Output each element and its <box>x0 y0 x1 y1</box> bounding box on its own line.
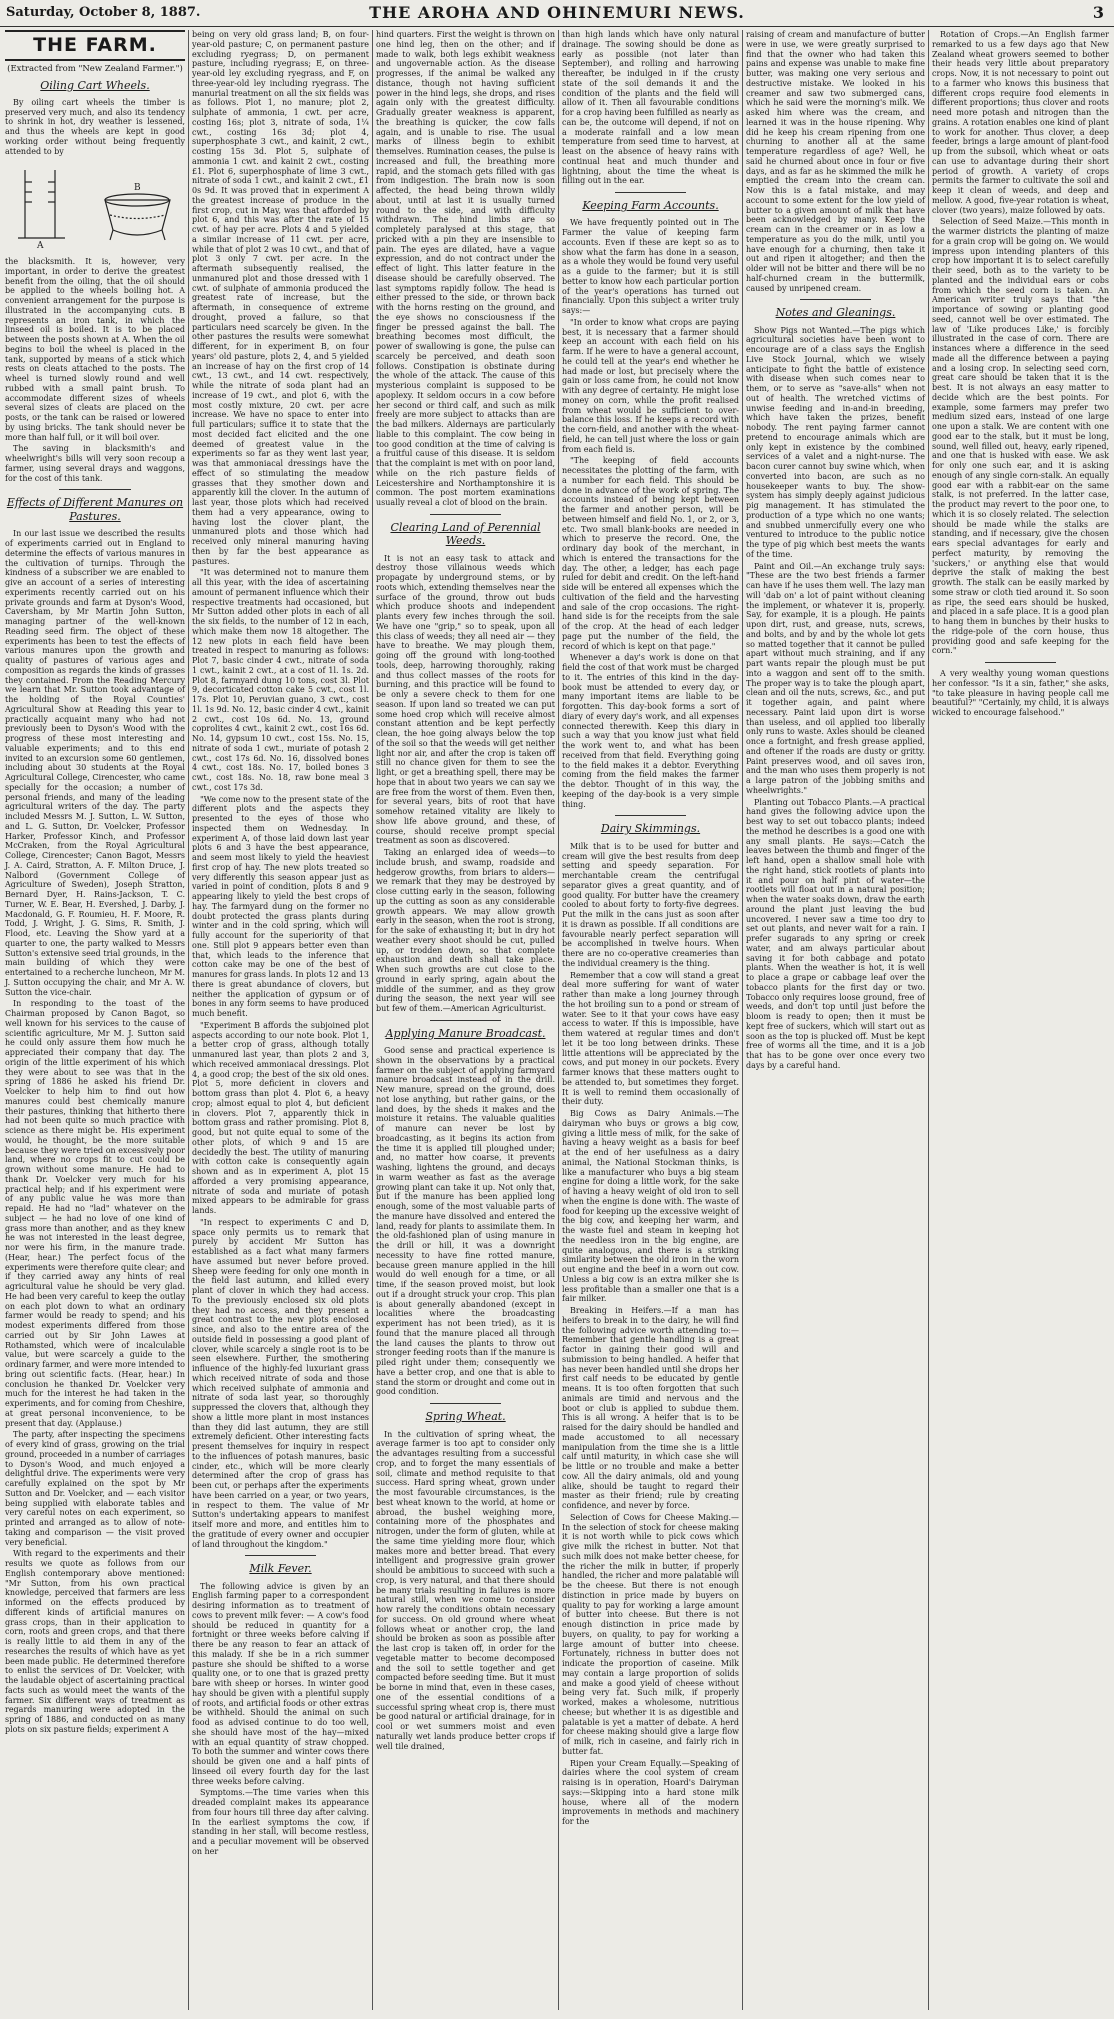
article-heading-milk-fever: Milk Fever. <box>249 1562 312 1576</box>
article-paragraph: Show Pigs not Wanted.—The pigs which agricultural societies have been wont to encourage are of a class says the English Live Stock Journal, which we wisely anticipate to fight the battle of existence with disease when such comes near to them, or to serve as "save-alls" when not out of health. The wretched victims of unwise feeding and in-and-in breeding, which have taken the prizes, benefit nobody. The rent paying farmer cannot pretend to encourage animals which are only kept in existence by the combined services of a valet and a night-nurse. The bacon curer cannot buy swine which, when converted into bacon, are such as no housekeeper wants to buy. The show-system has simply deeply against judicious pig management. It has stimulated the production of a type which no one wants; and snubbed unmercifully every one who ventured to introduce to the public notice the type of pig which best meets the wants of the time. <box>746 325 925 559</box>
divider <box>615 192 686 193</box>
article-paragraph: raising of cream and manufacture of butter were in use, we were greatly surprised to find that the owner who had taken this pains and expense was unable to make fine butter, was making one very serious and destructive mistake. We looked in his creamer and saw two submerged cans, which he said were the morning's milk. We asked him where was the cream, and learned it was in the house ripening. Why did he keep his cream ripening from one churning to another all at the same temperature regardless of age? Well, he said he churned about once in four or five days, and as far as he skimmed the milk he emptied the cream into the cream can. Now this is a fatal mistake, and may account to some extent for the low yield of butter to a given amount of milk that have been acknowledged by many. Keep the cream can in the creamer or in as low a temperature as you do the milk, until you have enough for a churning, then take it out and ripen it altogether; and then the older will not be bitter and there will be no half-churned cream in the buttermilk, caused by unripened cream. <box>746 30 925 293</box>
article-paragraph: Good sense and practical experience is shown in the observations by a practical farmer on the subject of applying farmyard manure broadcast instead of in the drill. New manure, spread on the ground, does not lose anything, but rather gains, or the land does, by the sheds it makes and the moisture it retains. The valuable qualities of manure can never be lost by broadcasting, as it begins its action from the time it is applied till ploughed under; and, no matter how coarse, it prevents washing, lightens the ground, and decays in warm weather as fast as the average growing plant can take it up. Not only that, but if the manure has been applied long enough, some of the most valuable parts of the manure have dissolved and entered the land, ready for plants to assimilate them. In the old-fashioned plan of using manure in the drill or hill, it was a downright necessity to have fine rotted manure, because green manure applied in the hill would do well enough for a time, or all time, if the season proved moist, but look out if a drought struck your crop. This plan is about generally abandoned (except in localities where the broadcasting experiment has not been tried), as it is found that the manure placed all through the land causes the plants to throw out stronger feeding roots than if the manure is piled right under them; consequently we have a better crop, and one that is able to stand the storm or drought and come out in good condition. <box>376 1046 555 1397</box>
article-heading-notes: Notes and Gleanings. <box>775 306 896 320</box>
article-paragraph: In responding to the toast of the Chairman proposed by Canon Bagot, so well known for his services to the cause of scientific agriculture, Mr M. J. Sutton said he could only assure them how much he appreciated their company that day. The origin of the little experiment of his which they were about to see was that in the spring of 1886 he asked his friend Dr. Voelcker to help him to find out how manures could best chemically manure their pastures, thinking that hitherto there had not been quite so much practice with science as there might be. His experiment would, he thought, be the more suitable because they were tried on excessively poor land, where no crops fit to cut could be grown without some manure. He had to thank Dr. Voelcker very much for his practical help; and if his experiment were of any public value he was more than repaid. He had no "lad" whatever on the subject — he had no love of one kind of grass more than another, and as they knew he was not interested in the least degree, nor were his firm, in the manure trade. (Hear, hear.) The perfect focus of the experiments were therefore quite clear; and if they carried away any hints of real agricultural value he should be very glad. He had been very careful to keep the outlay on each plot down to what an ordinary farmer would be ready to spend; and his modest experiments differed from those carried out by Sir John Lawes at Rothamsted, which were of incalculable value, but were scarcely a guide to the ordinary farmer, and were more intended to bring out scientific facts. (Hear, hear.) In conclusion he thanked Dr. Voelcker very much for the interest he had taken in the experiments, and for coming from Cheshire, at great personal inconvenience, to be present that day. (Applause.) <box>5 999 186 1428</box>
column-3 <box>372 30 558 2010</box>
article-paragraph: It is not an easy task to attack and destroy those villainous weeds which propagate by underground stems, or by roots which, extending themselves near the surface of the ground, throw out buds which produce shoots and independent plants every few inches through the soil. We have one "grip," so to speak, upon all this class of weeds; they all need air — they have to breathe. We may plough them, going off the ground with long-toothed tools, deep, harrowing thoroughly, raking and thus collect masses of the roots for burning, and this practice will be found to be only a severe check to them for one season. If upon land so treated we can put some hoed crop which will receive almost constant attention and be kept perfectly clean, the hoe going always below the top of the soil so that the weeds will get neither light nor air, and after the crop is taken off still no chance given for them to see the light, or get a breathing spell, there may be hope that in about two years we can say we are free from the worst of them. Even then, for several years, bits of root that have somehow retained vitality are likely to show life above ground, and these, of course, should receive prompt special treatment as soon as discovered. <box>376 553 555 846</box>
column-2 <box>188 30 372 2010</box>
newspaper-title: THE AROHA AND OHINEMURI NEWS. <box>369 3 745 22</box>
divider <box>430 514 502 515</box>
article-paragraph: The party, after inspecting the specimens of every kind of grass, growing on the trial ground, proceeded in a number of carriages to Dyson's Wood, and much enjoyed a delightful drive. The experiments were very carefully explained on the spot by Mr Sutton and Dr. Voelcker, and — each visitor being supplied with elaborate tables and very careful notes on each experiment, so printed and arranged as to allow of note-taking and comparison — the visit proved very beneficial. <box>5 1430 185 1547</box>
article-heading-clearing: Clearing Land of Perennial Weeds. <box>390 520 541 548</box>
divider <box>985 662 1056 663</box>
tank-diagram <box>10 160 180 250</box>
article-paragraph: "It was determined not to manure them all this year, with the idea of ascertaining amount of permanent influence which their respective treatments had occasioned, but Mr Sutton added other plots in each of all the six fields, to the number of 12 in each, which make them now 18 altogether. The 12 new plots in each field have been treated in respect to manuring as follows: Plot 7, basic cinder 4 cwt., nitrate of soda 1 cwt., kainit 2 cwt., at a cost of 1l. 1s. 2d. Plot 8, farmyard dung 10 tons, cost 3l. Plot 9, decorticated cotton cake 5 cwt., cost 1l. 17s. Plot 10, Peruvian guano, 3 cwt., cost 1l. 1s 9d. No. 12, basic cinder 4 cwt., kainit 2 cwt., cost 10s 6d. No. 13, ground coprolites 4 cwt., kainit 2 cwt., cost 16s 6d. No. 14, gypsum 10 cwt., cost 15s. No. 15, nitrate of soda 1 cwt., muriate of potash 2 cwt., cost 17s 6d. No. 16, dissolved bones 4 cwt., cost 18s. No. 17, boiled bones 3 cwt., cost 18s. No. 18, raw bone meal 3 cwt., cost 17s 3d. <box>192 568 369 792</box>
article-heading-dairy: Dairy Skimmings. <box>600 822 701 836</box>
label-a: A <box>37 241 44 251</box>
article-paragraph: With regard to the experiments and their results we quote as follows from our English contemporary above mentioned: "Mr Sutton, from his own practical knowledge, perceived that farmers are less informed on the effects produced by different kinds of artificial manures on grass crops, than in their application to corn, roots and green crops, and that there is really little to aid them in any of the researches the results of which have as yet been made public. He determined therefore to enlist the services of Dr. Voelcker, with the laudable object of ascertaining practical facts such as would meet the wants of the farmer. Six different ways of treatment as regards manuring were adopted in the spring of 1886, and conducted on as many plots on six pasture fields; experiment A <box>5 1549 185 1734</box>
article-paragraph: By oiling cart wheels the timber is preserved very much, and also its tendency to shrink in hot, dry weather is lessened, and thus the wheels are kept in good working order without being frequently attended to by <box>5 97 185 156</box>
masthead <box>0 0 1114 27</box>
article-heading-applying: Applying Manure Broadcast. <box>385 1026 546 1040</box>
article-paragraph: being on very old grass land; B, on four-year-old pasture; C, on permanent pasture excluding ryegrass; D, on permanent pasture, including ryegrass; E, on three-year-old ley excluding ryegrass, and F, on three-year-old ley including ryegrass. The manurial treatment on all the six fields was as follows. Plot 1, no manure; plot 2, sulphate of ammonia, 1 cwt. per acre, costing 16s; plot 3, nitrate of soda, 1¼ cwt., costing 16s 3d; plot 4, superphosphate 3 cwt., and kainit, 2 cwt., costing 15s 3d. Plot 5, sulphate of ammonia 1 cwt. and kainit 2 cwt., costing £1. Plot 6, superphosphate of lime 3 cwt., nitrate of soda 1 cwt., and kainit 2 cwt., £1 0s 9d. It was proved that in experiment A the greatest increase of produce in the first crop, cut in May, was that afforded by plot 6, and this was after the rate of 15 cwt. of hay per acre. Plots 4 and 5 yielded a similar increase of 11 cwt. per acre, while that of plot 2 was 10 cwt., and that of plot 3 only 7 cwt. per acre. In the aftermath subsequently realised, the unmanured plot and those dressed with 1 cwt. of sulphate of ammonia produced the greatest rate of increase, but the aftermath, in consequence of extreme drought, proved a failure, so that particulars need scarcely be given. In the other pastures the results were somewhat different, for in experiment B, on four years' old pasture, plots 2, 4, and 5 yielded an increase of hay on the first crop of 14 cwt., 13 cwt., and 14 cwt. respectively, while the nitrate of soda plant had an increase of 19 cwt., and plot 6, with the most costly mixture, 20 cwt. per acre increase. We have no space to enter into full particulars; suffice it to state that the most decided fact elicited and the one deemed of greatest value in the experiments so far as they went last year, was that ammoniacal dressings have the effect of so stimulating the meadow grasses that they smother down and apparently kill the clover. In the autumn of last year, those plots which had received them had a very appearance, owing to having lost the clover plant, the unmanured plots and those which had received only mineral manuring having then by far the best appearance as pastures. <box>192 30 369 566</box>
column-1 <box>2 30 188 2010</box>
article-heading-oiling: Oiling Cart Wheels. <box>40 78 150 92</box>
article-paragraph: In our last issue we described the results of experiments carried out in England to determine the effects of various manures in the cultivation of turnips. Through the kindness of a subscriber we are enabled to give an account of a series of interesting experiments recently carried out on his private grounds and farm at Dyson's Wood, Caversham, by Mr Martin John Sutton, managing partner of the well-known Reading seed firm. The object of these experiments has been to test the effects of various manures upon the growth and quality of pastures of various ages and composition as regards the kinds of grasses they contained. From the Reading Mercury we learn that Mr. Sutton took advantage of the holding of the Royal Counties' Agricultural Show at Reading this year to practically acquaint many who had not previously been to Dyson's Wood with the progress of these most interesting and valuable experiments; and to this end invited to an excursion some 60 gentlemen, including about 30 students at the Royal Agricultural College, Cirencester, who came specially for the occasion; a number of personal friends, and many of the leading agricultural writers of the day. The party included Messrs M. J. Sutton, L. W. Sutton, and L. G. Sutton, Dr. Voelcker, Professor Harker, Professor Kinch, and Professor McCraken, from the Royal Agricultural College, Cirencester; Canon Bagot, Messrs J. A. Caird, Stratton, A. F. Milton Druce, J. Nalbord (Government College of Agriculture of Sweden), Joseph Stratton, Bernard Dyer, H. Rains-Jackson, T. C. Turner, W. E. Bear, H. Evershed, J. Darby, J. Macdonald, G. F. Roumieu, H. F. Moore, R. Todd, J. Wright, J. G. Sims, R. Smith, J. Flood, etc. Leaving the Show yard at a quarter to one, the party walked to Messrs Sutton's extensive seed trial grounds, in the main building of which they were entertained to a recherche luncheon, Mr M. J. Sutton occupying the chair, and Mr A. W. Sutton the vice-chair. <box>5 529 185 997</box>
article-paragraph: Ripen your Cream Equally.—Speaking of dairies where the cool system of cream raising is in operation, Hoard's Dairyman says:—Skipping into a hard stone milk house, where all of the modern improvements in methods and machinery for the <box>562 1758 739 1827</box>
article-paragraph: Selection of Cows for Cheese Making.—In the selection of stock for cheese making it is not worth while to pick cows which give milk the richest in butter. Not that such milk does not make better cheese, for the richer the milk in butter, if properly handled, the richer and more palatable will be the cheese. But there is not enough distinction in price made by buyers on quality to pay for working a large amount of butter into cheese. But there is not enough distinction in price made by buyers, on quality, to pay for working a large amount of butter into cheese. Fortunately, richness in butter does not indicate the proportion of caseine. Milk may contain a large proportion of solids and make a good yield of cheese without being very fat. Such milk, if properly worked, makes a wholesome, nutritious cheese; but whether it is as digestible and palatable is yet a matter of debate. A herd for cheese making should give a large flow of milk, rich in caseine, and fairly rich in butter fat. <box>562 1512 739 1756</box>
article-paragraph: "In order to know what crops are paying best, it is necessary that a farmer should keep an account with each field on his farm. If he were to have a general account, he could tell at the year's end whether he had made or lost, but precisely where the gain or loss came from, he could not know with any degree of certainty. He might lose money on corn, while the profit realised from wheat would be sufficient to over-balance this loss. If he keeps a record with the corn-field, and another with the wheat-field, he can tell just where the loss or gain from each field is. <box>562 317 739 454</box>
article-heading-keeping: Keeping Farm Accounts. <box>582 199 719 212</box>
article-paragraph: Remember that a cow will stand a great deal more suffering for want of water rather than make a long journey through the hot broiling sun to a pond or stream of water. See to it that your cows have easy access to water. If this is impossible, have them watered at regular times and don't let it be too long between drinks. These little attentions will be appreciated by the cows, and put money in our pockets. Every farmer knows that these matters ought to be attended to, but sometimes they forget. It is well to remind them occasionally of their duty. <box>562 970 739 1107</box>
article-paragraph: Taking an enlarged idea of weeds—to include brush, and swamp, roadside and hedgerow growths, from briars to alders—we remark that they may be destroyed by close cutting early in the season, following up the cutting as soon as any considerable growth appears. We may allow growth early in the season, when the root is strong, for the sake of exhausting it; but in dry hot weather every shoot should be cut, pulled up, or trodden down, so that complete exhaustion and death shall take place. When such growths are cut close to the ground in early spring, again about the middle of the summer, and as they grow during the season, the next year will see but few of them.—American Agriculturist. <box>376 848 555 1014</box>
divider <box>430 1403 502 1404</box>
article-paragraph: The following advice is given by an English farming paper to a correspondent desiring information as to treatment of cows to prevent milk fever: — A cow's food should be reduced in quantity for a fortnight or three weeks before calving if there be any reason to fear an attack of this malady. If she be in a rich summer pasture she should be shifted to a worse quality one, or to one that is grazed pretty bare with sheep or horses. In winter good hay should be given with a plentiful supply of roots, and artificial foods or other extras be withheld. Should the animal on such food as advised continue to do too well, she should have most of the hay—mixed with an equal quantity of straw chopped. To both the summer and winter cows there should be given one and a half pints of linseed oil every fourth day for the last three weeks before calving. <box>192 1581 369 1786</box>
article-paragraph: We have frequently pointed out in The Farmer the value of keeping farm accounts. Even if these are kept so as to show what the farm has done in a season, as a whole they would be found very useful as a guide to the farmer; but it is still better to know how each particular portion of the year's operations has turned out financially. Upon this subject a writer truly says:— <box>562 218 739 316</box>
divider <box>59 489 131 490</box>
oiling-tank-illustration <box>5 160 185 253</box>
article-paragraph: Breaking in Heifers.—If a man has heifers to break in to the dairy, he will find the following advice worth attending to:—Remember that gentle handling is a great factor in gaining their good will and submission to being handled. A heifer that has never been handled until she drops her first calf needs to be educated by gentle means. It is too often forgotten that such animals are timid and nervous and the boot or club is applied to subdue them. This is all wrong. A heifer that is to be raised for the dairy should be handled and made accustomed to all necessary manipulation from the time she is a little calf until maturity, in which case she will be little or no trouble and make a better cow. All the dairy animals, old and young alike, should be taught to regard their master as their friend; rule by creating confidence, and never by force. <box>562 1306 739 1511</box>
divider <box>430 1020 502 1021</box>
article-paragraph: Big Cows as Dairy Animals.—The dairyman who buys or grows a big cow, giving a little mess of milk, for the sake of having a heavy weight as a basis for beef at the end of her usefulness as a dairy animal, the National Stockman thinks, is like a manufacturer who buys a big steam engine for doing a little work, for the sake of having a heavy weight of old iron to sell when the engine is done with. The waste of food for keeping up the excessive weight of the big cow, and keeping her warm, and the waste fuel and steam in keeping hot the needless iron in the big engine, are quite analogous, and there is a striking similarity between the old iron in the worn out engine and the beef in a worn out cow. Unless a big cow is an extra milker she is less profitable than a smaller one that is a fair milker. <box>562 1109 739 1304</box>
column-5 <box>742 30 928 2010</box>
page-number: 3 <box>1092 3 1104 22</box>
article-paragraph: Symptoms.—The time varies when this dreaded complaint makes its appearance from four hours till three day after calving. In the earliest symptoms the cow, if standing in her stall, will become restless, and a peculiar movement will be observed on her <box>192 1788 369 1856</box>
section-source: (Extracted from "New Zealand Farmer.") <box>7 64 183 75</box>
article-paragraph: than high lands which have only natural drainage. The sowing should be done as early as possible (not later than September), and rolling and harrowing thereafter, be indulged in if the crusty state of the soil demands it and the condition of the plants and the field will allow of it. Then all favourable conditions for a crop having been fulfilled as nearly as can be, the outcome will depend, if not on a moderate rainfall and a low mean temperature from seed time to harvest, at least on the absence of heavy rains with continual heat and much thunder and lightning, about the time the wheat is filling out in the ear. <box>562 30 739 186</box>
article-paragraph: Whenever a day's work is done on that field the cost of that work must be charged to it. The entries of this kind in the day-book must be attended to every day, or many important items are liable to be forgotten. This day-book forms a sort of diary of every day's work, and all expenses connected therewith. Keep this diary in such a way that you know just what field the work went to, and what has been received from that field. Everything going to the field makes it a debtor. Everything coming from the field makes the farmer the debtor. Thought of in this way, the keeping of the day-book is a very simple thing. <box>562 653 739 809</box>
article-paragraph: Paint and Oil.—An exchange truly says: "These are the two best friends a farmer can have if he uses them well. The lazy man will 'dab on' a lot of paint without cleaning the implement, or whatever it is, properly. Say, for example, it is a plough. He paints upon dirt, rust, and grease, nuts, screws, and bolts, and by and by the whole lot gets so matted together that it cannot be pulled apart without much straining, and if any part wants repair the plough must be put into a waggon and sent off to the smith. The proper way is to take the plough apart, clean and oil the nuts, screws, &c., and put it together again, and paint where necessary. Paint laid upon dirt is worse than useless, and oil applied too liberally only runs to waste. Axles should be cleaned once a fortnight, and fresh grease applied, and oftener if the roads are dusty or gritty. Paint preserves wood, and oil saves iron, and the man who uses them properly is not a large patron of the jobbing smiths and wheelwrights." <box>746 561 925 795</box>
divider <box>245 1555 316 1556</box>
section-title: THE FARM. <box>5 30 185 61</box>
article-heading-effects: Effects of Different Manures on Pastures. <box>6 496 184 523</box>
article-paragraph: "The keeping of field accounts necessitates the plotting of the farm, with a number for each field. This should be done in advance of the work of spring. The accounts instead of being kept between the farmer and another person, will be between himself and field No. 1, or 2, or 3, etc. Two small blank-books are needed in which to preserve the record. One, the ordinary day book of the merchant, in which is entered the transactions for the day. The other, a ledger, has each page ruled for debit and credit. On the left-hand side will be entered all expenses which the cultivation of the field and the harvesting and sale of the crop occasions. The right-hand side is for the receipts from the sale of the crop. At the head of each ledger page put the number of the field, the record of which is kept on that page." <box>562 456 739 651</box>
article-paragraph: A very wealthy young woman questions her confessor. "Is it a sin, father," she asks, "to take pleasure in having people call me beautiful?" "Certainly, my child, it is always wicked to encourage falsehood." <box>932 669 1109 717</box>
article-paragraph: Milk that is to be used for butter and cream will give the best results from deep setting and speedy separation. For merchantable cream the centrifugal separator gives a great quantity, and of good quality. For butter have the creamery cooled to about forty to forty-five degrees. Put the milk in the cans just as soon after it is drawn as possible. If all conditions are favourable nearly perfect separation will be accomplished in twelve hours. When there are no co-operative creameries than the individual creamery is the thing. <box>562 841 739 968</box>
label-b: B <box>134 183 141 194</box>
article-paragraph: Planting out Tobacco Plants.—A practical hand gives the following advice upon the best way to set out tobacco plants; indeed the method he describes is a good one with any small plants. He says:—Catch the leaves between the thumb and finger of the left hand, open a shallow small hole with the right hand, stick rootlets of plants into it and pour on half pint of water—the rootlets will float out in a natural position; when the water soaks down, draw the earth around the plant just leaving the bud uncovered. I never saw a time too dry to set out plants, and never wait for a rain. I prefer sugarads to any spring or creek water, and am always particular about saving it for both cabbage and potato plants. When the weather is hot, it is well to place a grape or cabbage leaf over the tobacco plants for the first day or two. Tobacco only requires loose ground, free of weeds, and don't top until just before the bloom is ready to open; then it must be kept free of suckers, which will start out as soon as the top is plucked off. Must be kept free of worms all the time, and it is a job that has to be gone over once every two days by a careful hand. <box>746 797 925 1070</box>
article-paragraph: hind quarters. First the weight is thrown on one hind leg, then on the other; and if made to walk, both legs exhibit weakness and ungovernable action. As the disease progresses, if the animal be walked any distance, though not having sufficient power in the hind legs, she drops, and rises again only with the greatest difficulty. Gradually greater weakness is apparent, the breathing is quicker, the cow falls again, and is unable to rise. The usual marks of illness begin to exhibit themselves. Rumination ceases, the pulse is increased and full, the breathing more rapid, and the stomach gets filled with gas from indigestion. The brain now is soon affected, the head being thrown wildly about, until at last it is usually turned round to the side, and with difficulty withdrawn. The hind limbs are so completely paralysed at this stage, that pricked with a pin they are insensible to pain. The eyes are dilated, have a vague expression, and do not contract under the effect of light. This latter feature in the disease should be carefully observed. The last symptoms rapidly follow. The head is either pressed to the side, or thrown back with the horns resting on the ground, and the eye shows no consciousness if the finger be pressed against the ball. The breathing becomes most difficult, the power of swallowing is gone, the pulse can scarcely be perceived, and death soon follows. Constipation is obstinate during the whole of the attack. The cause of this mysterious complaint is supposed to be apoplexy. It seldom occurs in a cow before her second or third calf, and such as milk freely are more subject to attacks than are the bad milkers. Aldernays are particularly liable to this complaint. The cow being in too good condition at the time of calving is a fruitful cause of this disease. It is seldom that the complaint is met with on poor land, while on the rich pasture fields of Leicestershire and Northamptonshire it is common. The post mortem examinations usually reveal a clot of blood on the brain. <box>376 30 555 507</box>
article-paragraph: Rotation of Crops.—An English farmer remarked to us a few days ago that New Zealand wheat growers seemed to bother their heads very little about preparatory crops. Now, it is not necessary to point out to a farmer who knows this business that different crops require food elements in different proportions; thus clover and roots need more potash and nitrogen than the grains. A rotation enables one kind of plant to work for another. Thus clover, a deep feeder, brings a large amount of plant-food up from the subsoil, which wheat or oats can use to advantage during their short period of growth. A variety of crops permits the farmer to cultivate the soil and keep it clean of weeds, and deep and mellow. A good, five-year rotation is wheat, clover (two years), maize followed by oats. <box>932 30 1109 215</box>
article-paragraph: "In respect to experiments C and D, space only permits us to remark that purely by accident Mr Sutton has established as a fact what many farmers have assumed but never before proved. Sheep were feeding for only one month in the field last autumn, and killed every plant of clover in which they had access. To the previously enclosed six old plots they had no access, and they present a great contrast to the new plots enclosed since, and also to the entire area of the outside field in possessing a good plant of clover, while scarcely a single root is to be seen elsewhere. Further, the smothering influence of the highly-fed luxuriant grass which received nitrate of soda and those which received sulphate of ammonia and nitrate of soda last year, so thoroughly suppressed the clovers that, although they show a little more plant in most instances than they did last autumn, they are still extremely deficient. Other interesting facts present themselves for inquiry in respect to the influences of potash manures, basic cinder, etc., which will be more clearly determined after the crop of grass has been cut, or perhaps after the experiments have been carried on a year, or two years, in respect to them. The value of Mr Sutton's undertaking appears to manifest itself more and more, and entitles him to the gratitude of every owner and occupier of land throughout the kingdom." <box>192 1217 369 1549</box>
article-paragraph: "Experiment B affords the subjoined plot aspects according to our note book. Plot 1, a better crop of grass, although totally unmanured last year, than plots 2 and 3, which received ammoniacal dressings. Plot 4, a good crop; the best of the six old ones. Plot 5, more deficient in clovers and bottom grass than plot 4. Plot 6, a heavy crop; almost equal to plot 4, but deficient in clovers. Plot 7, apparently thick in bottom grass and rather promising. Plot 8, good, but not quite equal to some of the other plots, of which 9 and 15 are decidedly the best. The utility of manuring with cotton cake is consequently again shown and as in experiment A, plot 15 afforded a very promising appearance, nitrate of soda and muriate of potash mixed appears to be admirable for grass lands. <box>192 1020 369 1215</box>
article-paragraph: the blacksmith. It is, however, very important, in order to derive the greatest benefit from the oiling, that the oil should be applied to the wheels boiling hot. A convenient arrangement for the purpose is illustrated in the accompanying cuts. B represents an iron tank, in which the linseed oil is boiled. It is to be placed between the posts shown at A. When the oil begins to boil the wheel is placed in the tank, supported by means of a stick which rests on cleats attached to the posts. The wheel is turned slowly round and well rubbed with a small paint brush. To accommodate different sizes of wheels several sizes of cleats are placed on the posts, or the tank can be raised or lowered by using bricks. The tank should never be more than half full, or it will boil over. <box>5 257 185 442</box>
column-4 <box>558 30 742 2010</box>
column-6 <box>928 30 1112 2010</box>
issue-date: Saturday, October 8, 1887. <box>6 5 201 20</box>
article-paragraph: In the cultivation of spring wheat, the average farmer is too apt to consider only the advantages resulting from a successful crop, and to forget the many essentials of soil, climate and method requisite to that success. Hard spring wheat, grown under the most favourable circumstances, is the best wheat known to the world, at home or abroad, the bushel weighing more, containing more of the phosphates and nitrogen, under the form of gluten, while at the same time yielding more flour, which makes more and better bread. That every intelligent and progressive grain grower should be ambitious to succeed with such a crop, is very natural, and that there should be many trials resulting in failures is more natural still, when we come to consider how rarely the conditions obtain necessary for success. On old ground where wheat follows wheat or another crop, the land should be broken as soon as possible after the last crop is taken off, in order for the vegetable matter to become decomposed and the soil to settle together and get compacted before seeding time. But it must be borne in mind that, even in these cases, one of the essential conditions of a successful spring wheat crop is, there must be good natural or artificial drainage, for in cool or wet summers moist and even naturally wet lands produce better crops if well tile drained, <box>376 1429 555 1751</box>
article-paragraph: The saving in blacksmith's and wheelwright's bills will very soon recoup a farmer, using several drays and waggons, for the cost of this tank. <box>5 444 185 483</box>
article-paragraph: "We come now to the present state of the different plots and the aspects they presented to the eyes of those who inspected them on Wednesday. In experiment A, of those laid down last year plots 6 and 3 have the best appearance, and seem most likely to yield the heaviest first crop of hay. The new plots treated so very differently this season appear just as varied in point of condition, plots 8 and 9 appearing likely to yield the best crops of hay. The farmyard dung on the former no doubt protected the grass plants during winter and in the cold spring, which will fully account for the superiority of that one. Still plot 9 appears better even than that, which leads to the inference that cotton cake may be one of the best of manures for grass lands. In plots 12 and 13 there is great abundance of clovers, but neither the application of gypsum or of bones in any form seems to have produced much benefit. <box>192 794 369 1018</box>
article-paragraph: Selection of Seed Maize.—This month in the warmer districts the planting of maize for a grain crop will be going on. We would impress upon intending planters of this crop how important it is to select carefully their seed, both as to the variety to be planted and the individual ears or cobs from which the seed corn is taken. An American writer truly says that "the importance of sowing or planting good seed, cannot well be over estimated. The law of 'Like produces Like,' is forcibly illustrated in the case of corn. There are instances where a difference in the seed made all the difference between a paying and a losing crop. In selecting seed corn, great care should be taken that it is the best. It is not always an easy matter to decide which are the best points. For example, some farmers may prefer two medium sized ears, instead of one large one upon a stalk. We are content with one good ear to the stalk, but it must be long, sound, well filled out, heavy, early ripened, and one that is husked with ease. We ask for only one such ear, and it is asking enough of any single corn-stalk. An equally good ear with a rabbit-ear on the same stalk, is not preferred. In the latter case, the product may revert to the poor one, to which it is so closely related. The selection should be made while the stalks are standing, and if necessary, give the chosen ears special advantages for early and perfect maturity, by removing the 'suckers,' or anything else that would deprive the stalk of making the best growth. The stalk can be easily marked by some straw or cloth tied around it. So soon as ripe, the seed ears should be husked, and placed in a safe place. It is a good plan to hang them in bunches by their husks to the ridge-pole of the corn house, thus providing good and safe keeping for the corn." <box>932 217 1109 656</box>
divider <box>800 299 872 300</box>
divider <box>615 815 686 816</box>
article-heading-spring-wheat: Spring Wheat. <box>425 1410 506 1424</box>
